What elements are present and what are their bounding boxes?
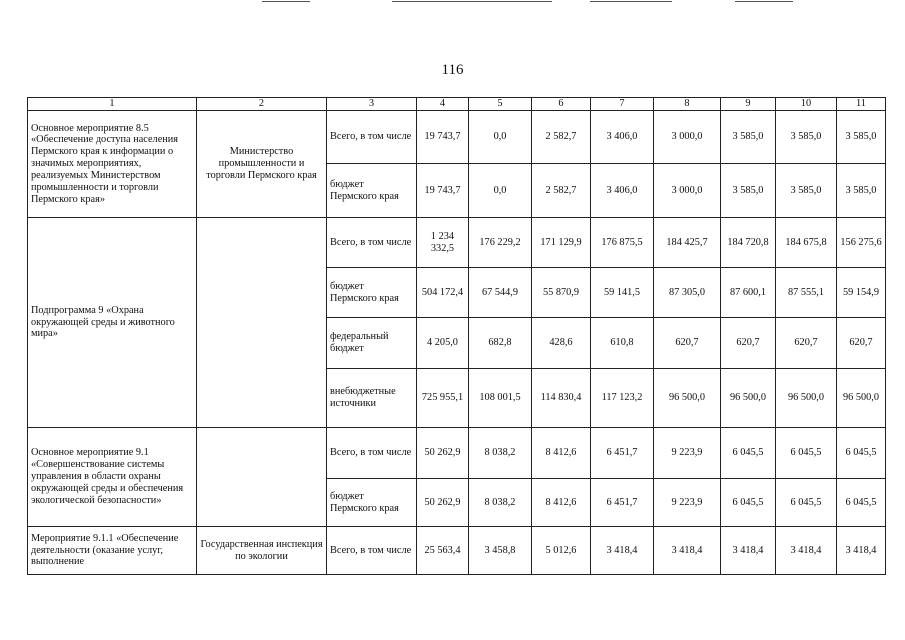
- value-cell: 8 038,2: [469, 428, 532, 479]
- value-cell: 3 458,8: [469, 527, 532, 575]
- value-cell: 428,6: [532, 318, 591, 369]
- value-cell: 6 045,5: [837, 428, 886, 479]
- column-number: 10: [776, 98, 837, 111]
- value-cell: 96 500,0: [721, 369, 776, 428]
- top-rule: [590, 1, 672, 2]
- activity-executor: [197, 428, 327, 527]
- value-cell: 3 418,4: [837, 527, 886, 575]
- column-number: 9: [721, 98, 776, 111]
- budget-table: [27, 97, 886, 575]
- value-cell: 184 720,8: [721, 218, 776, 268]
- column-number: 2: [197, 98, 327, 111]
- value-cell: 9 223,9: [654, 479, 721, 527]
- value-cell: 6 451,7: [591, 428, 654, 479]
- value-cell: 3 585,0: [837, 164, 886, 218]
- table-row: [28, 527, 886, 575]
- top-rule: [262, 1, 310, 2]
- value-cell: 25 563,4: [417, 527, 469, 575]
- value-cell: 114 830,4: [532, 369, 591, 428]
- funding-source: Всего, в том числе: [327, 428, 417, 479]
- value-cell: 6 451,7: [591, 479, 654, 527]
- value-cell: 176 875,5: [591, 218, 654, 268]
- value-cell: 620,7: [721, 318, 776, 369]
- value-cell: 5 012,6: [532, 527, 591, 575]
- value-cell: 682,8: [469, 318, 532, 369]
- value-cell: 87 555,1: [776, 268, 837, 318]
- value-cell: 50 262,9: [417, 428, 469, 479]
- value-cell: 171 129,9: [532, 218, 591, 268]
- value-cell: 6 045,5: [776, 428, 837, 479]
- value-cell: 6 045,5: [721, 428, 776, 479]
- value-cell: 87 600,1: [721, 268, 776, 318]
- value-cell: 96 500,0: [776, 369, 837, 428]
- value-cell: 6 045,5: [837, 479, 886, 527]
- value-cell: 3 000,0: [654, 164, 721, 218]
- activity-name: Основное мероприятие 9.1 «Совершенствование системы управления в области охраны окружающей среды и обеспечения экологической безопасности»: [28, 428, 197, 527]
- column-number: 3: [327, 98, 417, 111]
- value-cell: 3 418,4: [776, 527, 837, 575]
- activity-executor: Государственная инспекция по экологии: [197, 527, 327, 575]
- value-cell: 504 172,4: [417, 268, 469, 318]
- value-cell: 3 585,0: [776, 164, 837, 218]
- column-number: 8: [654, 98, 721, 111]
- value-cell: 55 870,9: [532, 268, 591, 318]
- table-row: [28, 111, 886, 164]
- column-number: 6: [532, 98, 591, 111]
- activity-executor: [197, 218, 327, 428]
- value-cell: 184 425,7: [654, 218, 721, 268]
- funding-source: бюджет Пермского края: [327, 479, 417, 527]
- value-cell: 96 500,0: [654, 369, 721, 428]
- value-cell: 3 418,4: [721, 527, 776, 575]
- value-cell: 3 406,0: [591, 111, 654, 164]
- value-cell: 3 406,0: [591, 164, 654, 218]
- value-cell: 4 205,0: [417, 318, 469, 369]
- value-cell: 59 141,5: [591, 268, 654, 318]
- value-cell: 156 275,6: [837, 218, 886, 268]
- funding-source: бюджет Пермского края: [327, 164, 417, 218]
- funding-source: Всего, в том числе: [327, 527, 417, 575]
- value-cell: 725 955,1: [417, 369, 469, 428]
- value-cell: 67 544,9: [469, 268, 532, 318]
- activity-executor: Министерство промышленности и торговли Пермского края: [197, 111, 327, 218]
- value-cell: 19 743,7: [417, 111, 469, 164]
- value-cell: 117 123,2: [591, 369, 654, 428]
- value-cell: 0,0: [469, 111, 532, 164]
- value-cell: 176 229,2: [469, 218, 532, 268]
- value-cell: 610,8: [591, 318, 654, 369]
- top-rule: [392, 1, 552, 2]
- value-cell: 1 234 332,5: [417, 218, 469, 268]
- value-cell: 620,7: [776, 318, 837, 369]
- table-row: [28, 428, 886, 479]
- value-cell: 8 038,2: [469, 479, 532, 527]
- value-cell: 8 412,6: [532, 479, 591, 527]
- value-cell: 3 418,4: [591, 527, 654, 575]
- value-cell: 96 500,0: [837, 369, 886, 428]
- value-cell: 50 262,9: [417, 479, 469, 527]
- funding-source: внебюджетные источники: [327, 369, 417, 428]
- value-cell: 6 045,5: [721, 479, 776, 527]
- value-cell: 620,7: [654, 318, 721, 369]
- value-cell: 184 675,8: [776, 218, 837, 268]
- funding-source: Всего, в том числе: [327, 218, 417, 268]
- funding-source: Всего, в том числе: [327, 111, 417, 164]
- value-cell: 19 743,7: [417, 164, 469, 218]
- value-cell: 3 585,0: [837, 111, 886, 164]
- value-cell: 2 582,7: [532, 111, 591, 164]
- value-cell: 87 305,0: [654, 268, 721, 318]
- activity-name: Подпрограмма 9 «Охрана окружающей среды и животного мира»: [28, 218, 197, 428]
- activity-name: Основное мероприятие 8.5 «Обеспечение доступа населения Пермского края к информации о значимых мероприятиях, реализуемых Министерством промышленности и торговли Пермского края»: [28, 111, 197, 218]
- value-cell: 3 000,0: [654, 111, 721, 164]
- column-number: 1: [28, 98, 197, 111]
- value-cell: 620,7: [837, 318, 886, 369]
- value-cell: 3 585,0: [721, 164, 776, 218]
- column-number: 5: [469, 98, 532, 111]
- column-number-row: [28, 98, 886, 111]
- column-number: 7: [591, 98, 654, 111]
- column-number: 4: [417, 98, 469, 111]
- table-row: [28, 218, 886, 268]
- value-cell: 6 045,5: [776, 479, 837, 527]
- value-cell: 8 412,6: [532, 428, 591, 479]
- funding-source: бюджет Пермского края: [327, 268, 417, 318]
- value-cell: 2 582,7: [532, 164, 591, 218]
- value-cell: 59 154,9: [837, 268, 886, 318]
- value-cell: 108 001,5: [469, 369, 532, 428]
- page-number: 116: [441, 62, 464, 78]
- column-number: 11: [837, 98, 886, 111]
- activity-name: Мероприятие 9.1.1 «Обеспечение деятельности (оказание услуг, выполнение: [28, 527, 197, 575]
- value-cell: 9 223,9: [654, 428, 721, 479]
- value-cell: 3 418,4: [654, 527, 721, 575]
- value-cell: 3 585,0: [721, 111, 776, 164]
- value-cell: 3 585,0: [776, 111, 837, 164]
- top-rule: [735, 1, 793, 2]
- value-cell: 0,0: [469, 164, 532, 218]
- funding-source: федеральный бюджет: [327, 318, 417, 369]
